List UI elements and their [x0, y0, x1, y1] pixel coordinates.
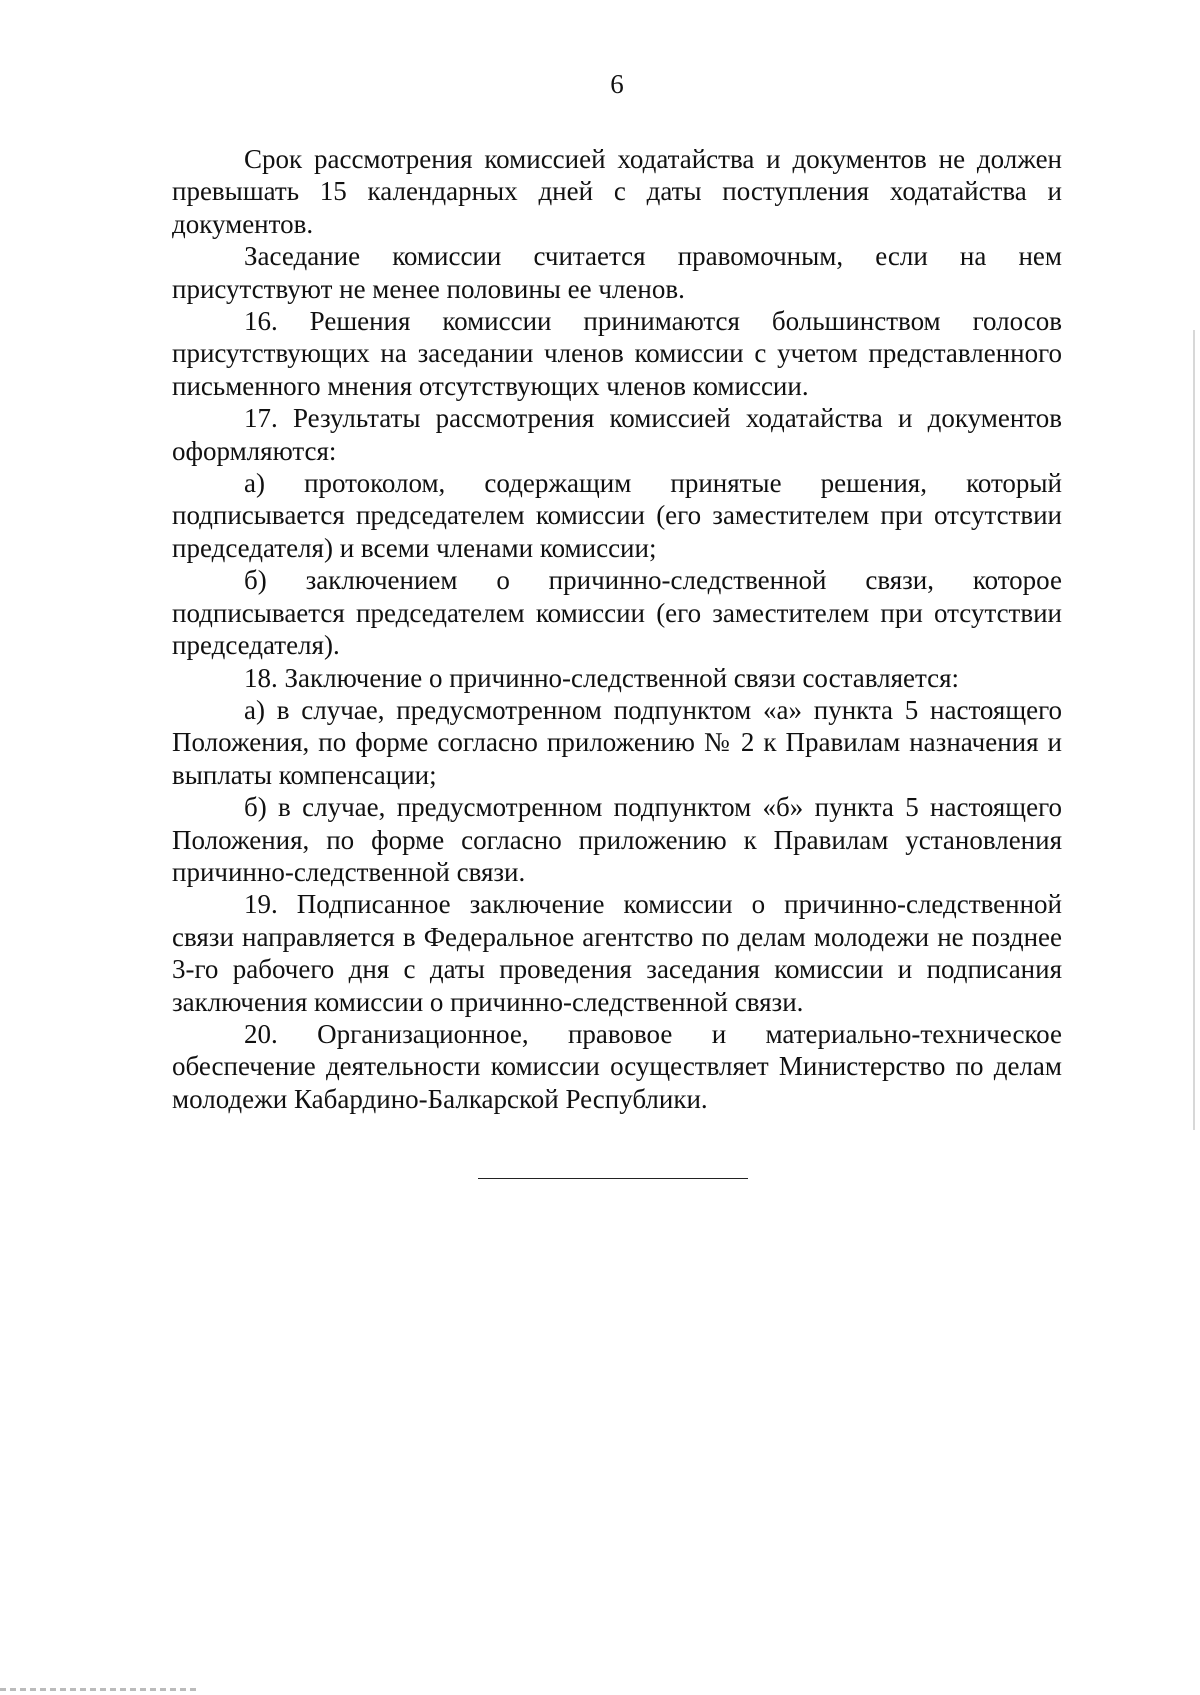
end-of-document-rule: [478, 1178, 748, 1179]
paragraph-item-16: 16. Решения комиссии принимаются большинством голосов присутствующих на заседании членов комиссии с учетом представленного письменного мнения отсутствующих членов комиссии.: [172, 306, 1062, 401]
paragraph-item-17b: б) заключением о причинно-следственной связи, которое подписывается председателем комиссии (его заместителем при отсутствии председателя).: [172, 565, 1062, 661]
paragraph-item-17: 17. Результаты рассмотрения комиссией ходатайства и документов оформляются:: [172, 403, 1062, 466]
page-number: 6: [610, 69, 624, 99]
paragraph-item-17a: а) протоколом, содержащим принятые решения, который подписывается председателем комиссии (его заместителем при отсутствии председателя) и всеми членами комиссии;: [172, 468, 1062, 563]
paragraph-item-19: 19. Подписанное заключение комиссии о причинно-следственной связи направляется в Федеральное агентство по делам молодежи не позднее 3-го рабочего дня с даты проведения заседания комиссии и подписания заключения комиссии о причинно-следственной связи.: [172, 889, 1062, 1017]
scan-edge-shadow: [1193, 330, 1195, 1130]
paragraph-item-20: 20. Организационное, правовое и материально-техническое обеспечение деятельности комиссии осуществляет Министерство по делам молодежи Кабардино-Балкарской Республики.: [172, 1018, 1062, 1114]
scan-bottom-artifact: [0, 1688, 200, 1691]
paragraph-item-18: 18. Заключение о причинно-следственной связи составляется:: [244, 662, 959, 693]
paragraph-item-18a: а) в случае, предусмотренном подпунктом «а» пункта 5 настоящего Положения, по форме согласно приложению № 2 к Правилам назначения и выплаты компенсации;: [172, 694, 1062, 790]
document-body: [172, 143, 1062, 1115]
paragraph-review-period: Срок рассмотрения комиссией ходатайства и документов не должен превышать 15 календарных дней с даты поступления ходатайства и документов.: [172, 144, 1062, 239]
paragraph-quorum: Заседание комиссии считается правомочным, если на нем присутствуют не менее половины ее членов.: [172, 241, 1062, 304]
paragraph-item-18b: б) в случае, предусмотренном подпунктом «б» пункта 5 настоящего Положения, по форме согласно приложению к Правилам установления причинно-следственной связи.: [172, 792, 1062, 887]
